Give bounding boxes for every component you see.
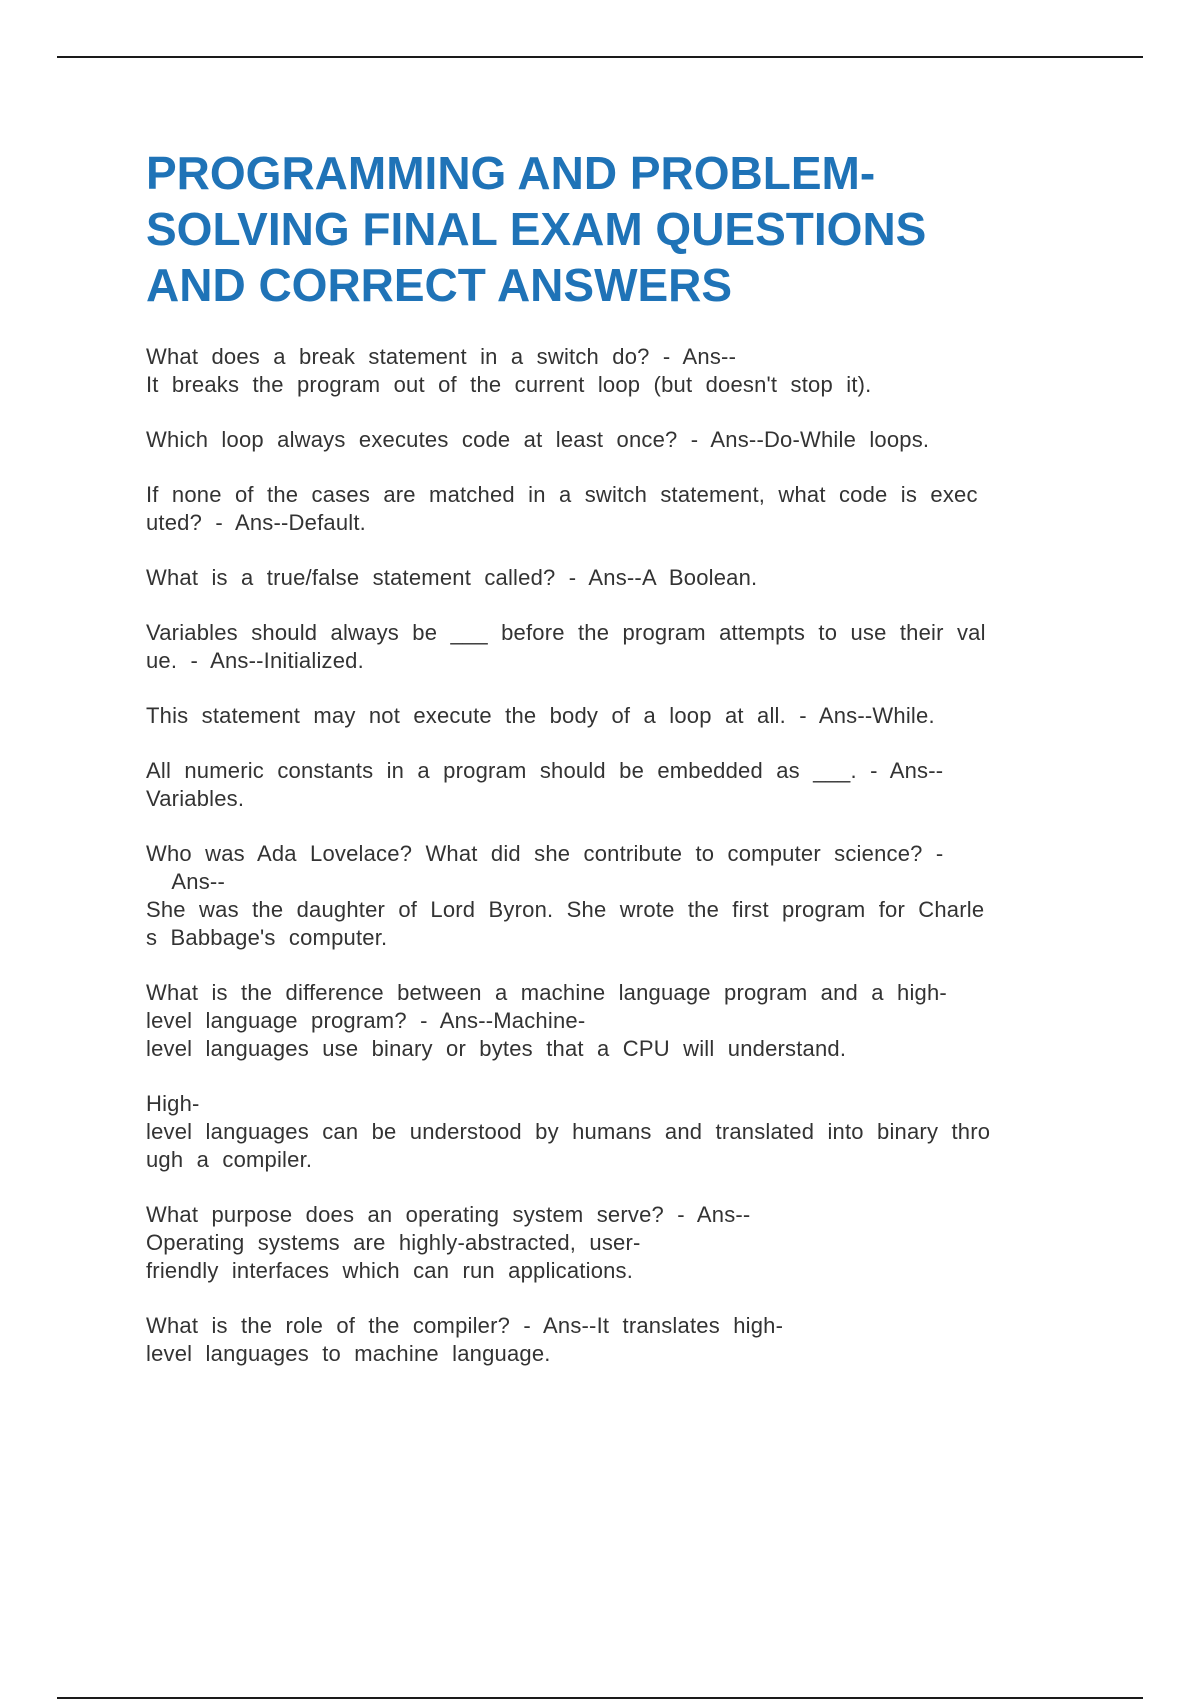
qa-item: [146, 979, 1090, 1063]
bottom-rule: [57, 1697, 1143, 1699]
top-rule: [57, 56, 1143, 58]
qa-text-line: Operating systems are highly-abstracted, user-: [146, 1230, 641, 1255]
qa-text-line: ue. - Ans--Initialized.: [146, 648, 364, 673]
qa-text-line: What is the role of the compiler? - Ans--It translates high-: [146, 1313, 784, 1338]
qa-text-line: Ans--: [146, 869, 225, 894]
qa-text-line: It breaks the program out of the current loop (but doesn't stop it).: [146, 372, 872, 397]
qa-text-line: Variables.: [146, 786, 245, 811]
qa-text-line: What purpose does an operating system serve? - Ans--: [146, 1202, 751, 1227]
qa-text-line: This statement may not execute the body of a loop at all. - Ans--While.: [146, 703, 935, 728]
qa-text-line: ugh a compiler.: [146, 1147, 313, 1172]
qa-text-line: High-: [146, 1091, 200, 1116]
qa-item: [146, 343, 1090, 399]
qa-item: [146, 619, 1090, 675]
qa-item: [146, 757, 1090, 813]
qa-text-line: What is the difference between a machine language program and a high-: [146, 980, 947, 1005]
qa-text-line: What does a break statement in a switch do? - Ans--: [146, 344, 737, 369]
qa-text-line: level languages can be understood by humans and translated into binary thro: [146, 1119, 991, 1144]
qa-item: [146, 702, 1090, 730]
qa-text-line: If none of the cases are matched in a switch statement, what code is exec: [146, 482, 978, 507]
qa-text-line: uted? - Ans--Default.: [146, 510, 366, 535]
document-body: [146, 145, 1090, 1395]
qa-text-line: She was the daughter of Lord Byron. She wrote the first program for Charle: [146, 897, 985, 922]
qa-item: [146, 564, 1090, 592]
qa-text-line: s Babbage's computer.: [146, 925, 388, 950]
qa-text-line: All numeric constants in a program should be embedded as ___. - Ans--: [146, 758, 944, 783]
qa-text-line: level languages use binary or bytes that a CPU will understand.: [146, 1036, 847, 1061]
title-line: AND CORRECT ANSWERS: [146, 259, 733, 311]
title-line: SOLVING FINAL EXAM QUESTIONS: [146, 203, 927, 255]
qa-text-line: friendly interfaces which can run applications.: [146, 1258, 634, 1283]
qa-text-line: What is a true/false statement called? - Ans--A Boolean.: [146, 565, 758, 590]
title-line: PROGRAMMING AND PROBLEM-: [146, 147, 876, 199]
qa-item: [146, 1090, 1090, 1174]
qa-item: [146, 1201, 1090, 1285]
qa-item: [146, 481, 1090, 537]
qa-list: [146, 343, 1090, 1368]
qa-item: [146, 1312, 1090, 1368]
qa-text-line: Which loop always executes code at least once? - Ans--Do-While loops.: [146, 427, 930, 452]
qa-text-line: level languages to machine language.: [146, 1341, 551, 1366]
document-title: [146, 145, 1090, 313]
qa-text-line: Variables should always be ___ before the program attempts to use their val: [146, 620, 986, 645]
qa-item: [146, 426, 1090, 454]
qa-text-line: Who was Ada Lovelace? What did she contribute to computer science? -: [146, 841, 944, 866]
qa-item: [146, 840, 1090, 952]
qa-text-line: level language program? - Ans--Machine-: [146, 1008, 586, 1033]
